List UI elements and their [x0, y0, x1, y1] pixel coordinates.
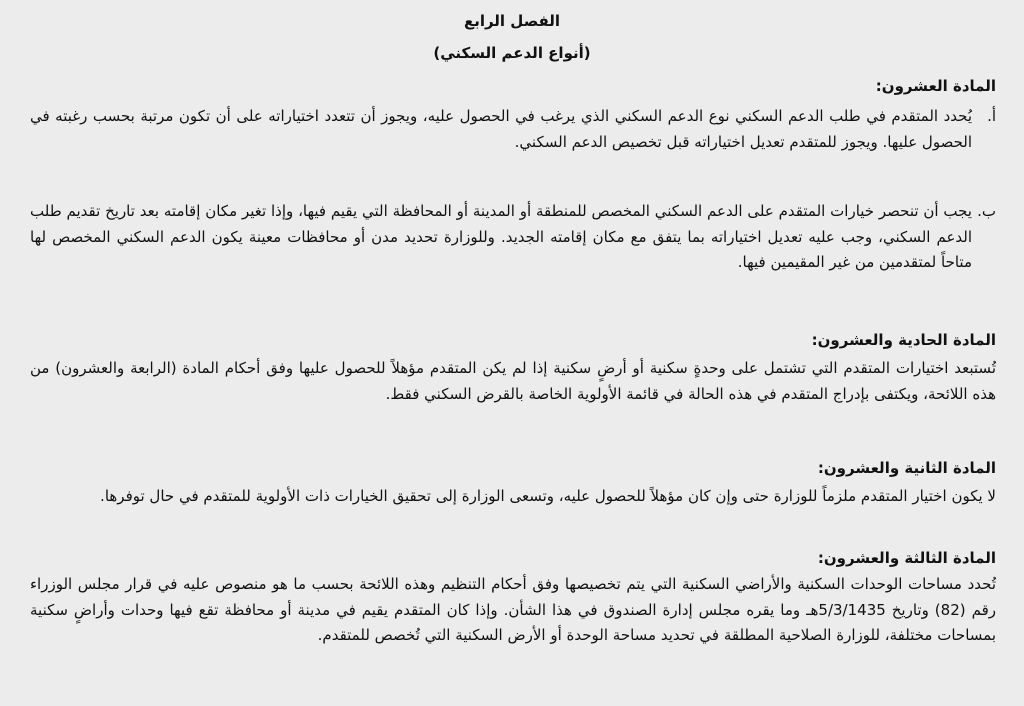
- list-item: [30, 199, 996, 276]
- article-21: [30, 330, 996, 350]
- item-marker: ب.: [977, 202, 996, 220]
- article-23-body: [30, 572, 996, 649]
- chapter-subtitle: (أنواع الدعم السكني): [433, 44, 591, 62]
- article-21-body: [30, 356, 996, 407]
- article-20-item-b: [30, 199, 996, 276]
- item-marker: أ.: [987, 107, 996, 125]
- article-23: [30, 548, 996, 568]
- article-21-text: تُستبعد اختيارات المتقدم التي تشتمل على وحدةٍ سكنية أو أرضٍ سكنية إذا لم يكن المتقدم مؤهلاً للحصول عليها وفق أحكام المادة (الرابعة والعشرون) من هذه اللائحة، ويكتفى بإدراج المتقدم في هذه الحالة في قائمة الأولوية الخاصة بالقرض السكني فقط.: [30, 359, 996, 403]
- item-text: يُحدد المتقدم في طلب الدعم السكني نوع الدعم السكني الذي يرغب في الحصول عليه، ويجوز أن تتعدد اختياراته على أن تكون مرتبة بحسب رغبته في الحصول عليها. ويجوز للمتقدم تعديل اختياراته قبل تخصيص الدعم السكني.: [30, 107, 972, 151]
- article-22-body: [30, 484, 996, 510]
- article-21-heading: المادة الحادية والعشرون:: [811, 331, 996, 349]
- item-text: يجب أن تنحصر خيارات المتقدم على الدعم السكني المخصص للمنطقة أو المدينة أو المحافظة التي يقيم فيها، وإذا تغير مكان إقامته بعد تاريخ تقديم طلب الدعم السكني، وجب عليه تعديل اختياراته بما يتفق مع مكان إقامته الجديد. وللوزارة تحديد مدن أو محافظات معينة يكون الدعم السكني المخصص لها متاحاً لمتقدمين من غير المقيمين فيها.: [30, 202, 972, 271]
- article-23-text: تُحدد مساحات الوحدات السكنية والأراضي السكنية التي يتم تخصيصها وفق أحكام التنظيم وهذه اللائحة بحسب ما هو منصوص عليه في قرار مجلس الوزراء رقم (82) وتاريخ 5/3/1435هـ وما يقره مجلس إدارة الصندوق في هذا الشأن. وإذا كان المتقدم يقيم في مدينة أو محافظة تقع فيها وحدات وأراضٍ سكنية بمساحات مختلفة، للوزارة الصلاحية المطلقة في تحديد مساحة الوحدة أو الأرض السكنية التي تُخصص للمتقدم.: [30, 575, 996, 644]
- article-22-text: لا يكون اختيار المتقدم ملزماً للوزارة حتى وإن كان مؤهلاً للحصول عليه، وتسعى الوزارة إلى تحقيق الخيارات ذات الأولوية للمتقدم في حال توفرها.: [100, 487, 996, 505]
- article-20: [30, 76, 996, 96]
- article-20-item-a: [30, 104, 996, 155]
- article-23-heading: المادة الثالثة والعشرون:: [817, 549, 996, 567]
- article-22: [30, 458, 996, 478]
- list-item: [30, 104, 996, 155]
- article-22-heading: المادة الثانية والعشرون:: [817, 459, 996, 477]
- chapter-title: الفصل الرابع: [463, 12, 561, 30]
- article-20-heading: المادة العشرون:: [875, 77, 996, 95]
